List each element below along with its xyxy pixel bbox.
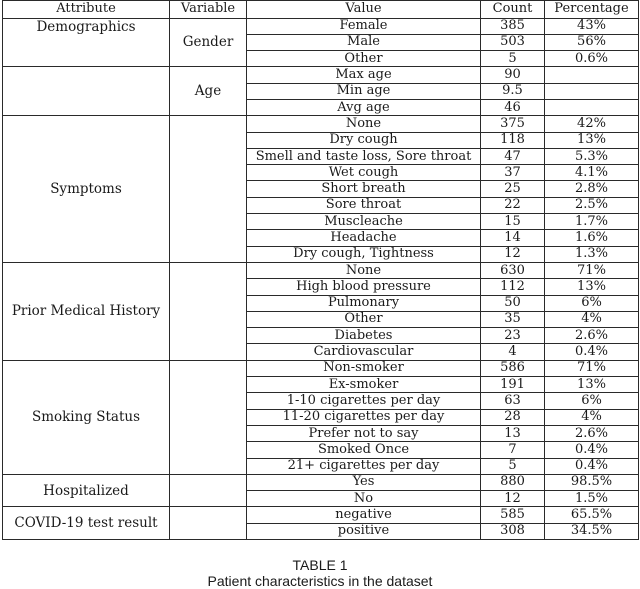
attribute-cell-prior-medical-history: Prior Medical History (3, 262, 170, 360)
percentage-cell: 42% (545, 116, 639, 132)
percentage-cell: 34.5% (545, 523, 639, 539)
value-cell: No (247, 491, 481, 507)
percentage-cell: 2.5% (545, 197, 639, 213)
percentage-cell: 13% (545, 377, 639, 393)
value-cell: Smoked Once (247, 442, 481, 458)
count-cell: 112 (481, 279, 545, 295)
percentage-cell: 4% (545, 409, 639, 425)
percentage-cell: 2.6% (545, 425, 639, 441)
count-cell: 503 (481, 34, 545, 50)
header-count: Count (481, 1, 545, 19)
header-attribute: Attribute (3, 1, 170, 19)
table-row (3, 262, 639, 278)
percentage-cell: 0.4% (545, 344, 639, 360)
attribute-cell-symptoms: Symptoms (3, 116, 170, 263)
percentage-cell: 71% (545, 262, 639, 278)
attribute-cell-covid-test-result: COVID-19 test result (3, 507, 170, 540)
value-cell: Dry cough, Tightness (247, 246, 481, 262)
percentage-cell: 0.6% (545, 51, 639, 67)
count-cell: 12 (481, 491, 545, 507)
percentage-cell: 13% (545, 132, 639, 148)
variable-cell-empty (170, 474, 247, 507)
count-cell: 630 (481, 262, 545, 278)
percentage-cell: 1.3% (545, 246, 639, 262)
value-cell: Diabetes (247, 328, 481, 344)
value-cell: Cardiovascular (247, 344, 481, 360)
count-cell: 46 (481, 99, 545, 115)
count-cell: 14 (481, 230, 545, 246)
attribute-cell-hospitalized: Hospitalized (3, 474, 170, 507)
count-cell: 25 (481, 181, 545, 197)
count-cell: 4 (481, 344, 545, 360)
count-cell: 385 (481, 18, 545, 34)
header-variable: Variable (170, 1, 247, 19)
percentage-cell: 6% (545, 393, 639, 409)
count-cell: 7 (481, 442, 545, 458)
percentage-cell: 0.4% (545, 458, 639, 474)
percentage-cell: 98.5% (545, 474, 639, 490)
header-percentage: Percentage (545, 1, 639, 19)
percentage-cell: 1.7% (545, 214, 639, 230)
attribute-cell-empty (3, 67, 170, 116)
variable-cell-empty (170, 262, 247, 360)
value-cell: Wet cough (247, 165, 481, 181)
percentage-cell: 0.4% (545, 442, 639, 458)
percentage-cell: 1.6% (545, 230, 639, 246)
attribute-cell-smoking-status: Smoking Status (3, 360, 170, 474)
count-cell: 90 (481, 67, 545, 83)
variable-cell-empty (170, 507, 247, 540)
value-cell: negative (247, 507, 481, 523)
value-cell: 1-10 cigarettes per day (247, 393, 481, 409)
count-cell: 15 (481, 214, 545, 230)
count-cell: 880 (481, 474, 545, 490)
value-cell: Male (247, 34, 481, 50)
percentage-cell: 43% (545, 18, 639, 34)
value-cell: Headache (247, 230, 481, 246)
table-caption-label: TABLE 1 (292, 557, 348, 573)
count-cell: 5 (481, 458, 545, 474)
header-value: Value (247, 1, 481, 19)
percentage-cell: 2.6% (545, 328, 639, 344)
header-row (3, 1, 639, 19)
variable-cell-empty (170, 360, 247, 474)
percentage-cell: 1.5% (545, 491, 639, 507)
value-cell: Pulmonary (247, 295, 481, 311)
patient-characteristics-table (2, 0, 639, 540)
table-row (3, 360, 639, 376)
value-cell: Sore throat (247, 197, 481, 213)
count-cell: 12 (481, 246, 545, 262)
percentage-cell: 4% (545, 311, 639, 327)
percentage-cell: 4.1% (545, 165, 639, 181)
count-cell: 308 (481, 523, 545, 539)
percentage-cell (545, 99, 639, 115)
value-cell: Min age (247, 83, 481, 99)
value-cell: Yes (247, 474, 481, 490)
percentage-cell: 56% (545, 34, 639, 50)
value-cell: None (247, 262, 481, 278)
value-cell: Female (247, 18, 481, 34)
table-row (3, 67, 639, 83)
value-cell: 21+ cigarettes per day (247, 458, 481, 474)
percentage-cell (545, 67, 639, 83)
count-cell: 50 (481, 295, 545, 311)
value-cell: Non-smoker (247, 360, 481, 376)
table-row (3, 116, 639, 132)
value-cell: Muscleache (247, 214, 481, 230)
value-cell: Max age (247, 67, 481, 83)
percentage-cell: 6% (545, 295, 639, 311)
count-cell: 37 (481, 165, 545, 181)
count-cell: 35 (481, 311, 545, 327)
table-container (2, 0, 638, 540)
value-cell: Short breath (247, 181, 481, 197)
count-cell: 13 (481, 425, 545, 441)
percentage-cell: 2.8% (545, 181, 639, 197)
value-cell: Other (247, 51, 481, 67)
count-cell: 28 (481, 409, 545, 425)
percentage-cell (545, 83, 639, 99)
table-row (3, 474, 639, 490)
percentage-cell: 71% (545, 360, 639, 376)
percentage-cell: 13% (545, 279, 639, 295)
value-cell: High blood pressure (247, 279, 481, 295)
count-cell: 63 (481, 393, 545, 409)
variable-cell-age: Age (170, 67, 247, 116)
table-row (3, 18, 639, 34)
count-cell: 191 (481, 377, 545, 393)
value-cell: Dry cough (247, 132, 481, 148)
value-cell: Ex-smoker (247, 377, 481, 393)
variable-cell-empty (170, 116, 247, 263)
count-cell: 118 (481, 132, 545, 148)
percentage-cell: 5.3% (545, 148, 639, 164)
count-cell: 23 (481, 328, 545, 344)
value-cell: 11-20 cigarettes per day (247, 409, 481, 425)
table-row (3, 507, 639, 523)
value-cell: positive (247, 523, 481, 539)
value-cell: Smell and taste loss, Sore throat (247, 148, 481, 164)
value-cell: None (247, 116, 481, 132)
value-cell: Other (247, 311, 481, 327)
table-caption-text: Patient characteristics in the dataset (207, 573, 433, 589)
count-cell: 47 (481, 148, 545, 164)
count-cell: 375 (481, 116, 545, 132)
percentage-cell: 65.5% (545, 507, 639, 523)
count-cell: 9.5 (481, 83, 545, 99)
variable-cell-gender: Gender (170, 18, 247, 67)
count-cell: 586 (481, 360, 545, 376)
value-cell: Prefer not to say (247, 425, 481, 441)
attribute-cell-demographics: Demographics (3, 18, 170, 67)
count-cell: 22 (481, 197, 545, 213)
count-cell: 585 (481, 507, 545, 523)
value-cell: Avg age (247, 99, 481, 115)
count-cell: 5 (481, 51, 545, 67)
